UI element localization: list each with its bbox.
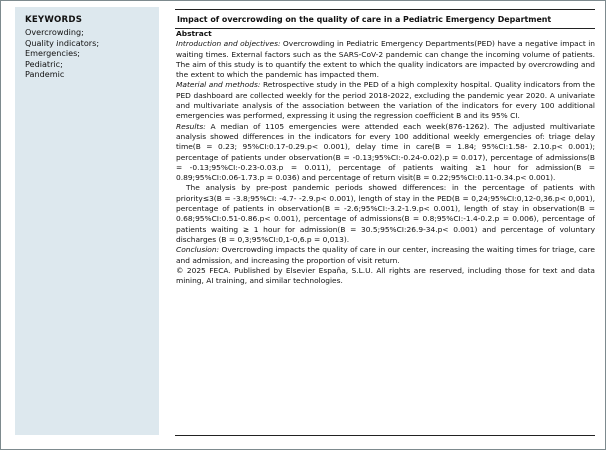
- methods-paragraph: [176, 80, 595, 121]
- bottom-rule: [175, 435, 595, 436]
- copyright-notice: © 2025 FECA. Published by Elsevier España, S.L.U. All rights are reserved, including those for text and data mining, AI training, and similar technologies.: [176, 265, 595, 286]
- conclusion-paragraph: [176, 245, 595, 266]
- results-text: A median of 1105 emergencies were attended each week(876-1262). The adjusted multivariate analysis showed differences in the indicators for every 100 additional weekly emergencies of: triage delay time(B = 0.23; 95%CI:0.17-0.29.p< 0.001), delay time in care(B = 1.84; 95%CI:1.58- 2.10.p< 0.001); percentage of patients under observation(B = -0.13;95%CI:-0.24-0.02).p = 0.017), percentage of admissions(B = -0.13;95%CI:-0.23-0.03.p = 0.011), percentage of patients waiting ≥1 hour for admission(B = 0.89;95%CI:0.06-1.73.p = 0.036) and percentage of return visit(B = 0.22;95%CI:0.11-0.34.p< 0.001).: [176, 121, 595, 183]
- keywords-sidebar: [15, 7, 159, 435]
- intro-label: Introduction and objectives:: [176, 39, 281, 49]
- methods-text: Retrospective study in the PED of a high complexity hospital. Quality indicators from the PED dashboard are collected weekly for the period 2018-2022, excluding the pandemic year 2020. A univariate and multivariate analysis of the association between the variation of the indicators for every 100 additional emergencies was performed, expressing it using the regression coefficient B and its 95% CI.: [176, 80, 595, 121]
- results-paragraph: [176, 122, 595, 184]
- keyword-item: Pediatric;: [25, 58, 63, 69]
- conclusion-label: Conclusion:: [176, 245, 220, 255]
- intro-text: Overcrowding in Pediatric Emergency Departments(PED) have a negative impact in waiting times. External factors such as the SARS-CoV-2 pandemic can change the incoming volume of patients. The aim of this study is to quantify the extent to which the quality indicators are impacted by overcrowding and the extent to which the pandemic has impacted them.: [176, 39, 595, 80]
- methods-label: Material and methods:: [176, 80, 261, 90]
- abstract-section: [175, 9, 595, 286]
- article-title: Impact of overcrowding on the quality of care in a Pediatric Emergency Department: [177, 15, 552, 24]
- keyword-item: Overcrowding;: [25, 27, 84, 37]
- abstract-heading: Abstract: [176, 29, 212, 38]
- keywords-heading: KEYWORDS: [25, 15, 83, 25]
- keyword-item: Pandemic: [25, 69, 65, 79]
- conclusion-text: Overcrowding impacts the quality of care in our center, increasing the waiting times for triage, care and admission, and increasing the proportion of visit return.: [176, 245, 595, 265]
- intro-paragraph: [176, 39, 595, 80]
- keyword-item: Emergencies;: [25, 48, 81, 58]
- results-label: Results:: [176, 121, 206, 131]
- keyword-item: Quality indicators;: [25, 37, 100, 48]
- prepost-paragraph: The analysis by pre-post pandemic periods showed differences: in the percentage of patients with priority≤3(B = -3.8;95%CI: -4.7- -2.9.p< 0.001), length of stay in the PED(B = 0,24;95%CI:0,12-0,36.p< 0,001), percentage of patients in observation(B = -2.6;95%CI:-3.2-1.9.p< 0.001), length of stay in observation(B = 0.68;95%CI:0.51-0.86.p< 0.001), percentage of admissions(B = 0.8;95%CI:-1.4-0.2.p = 0.006), percentage of patients waiting ≥ 1 hour for admission(B = 30.5;95%CI:26.9-34.p< 0.001) and percentage of voluntary discharges (B = 0,3;95%CI:0,1-0,6.p = 0,013).: [176, 183, 595, 244]
